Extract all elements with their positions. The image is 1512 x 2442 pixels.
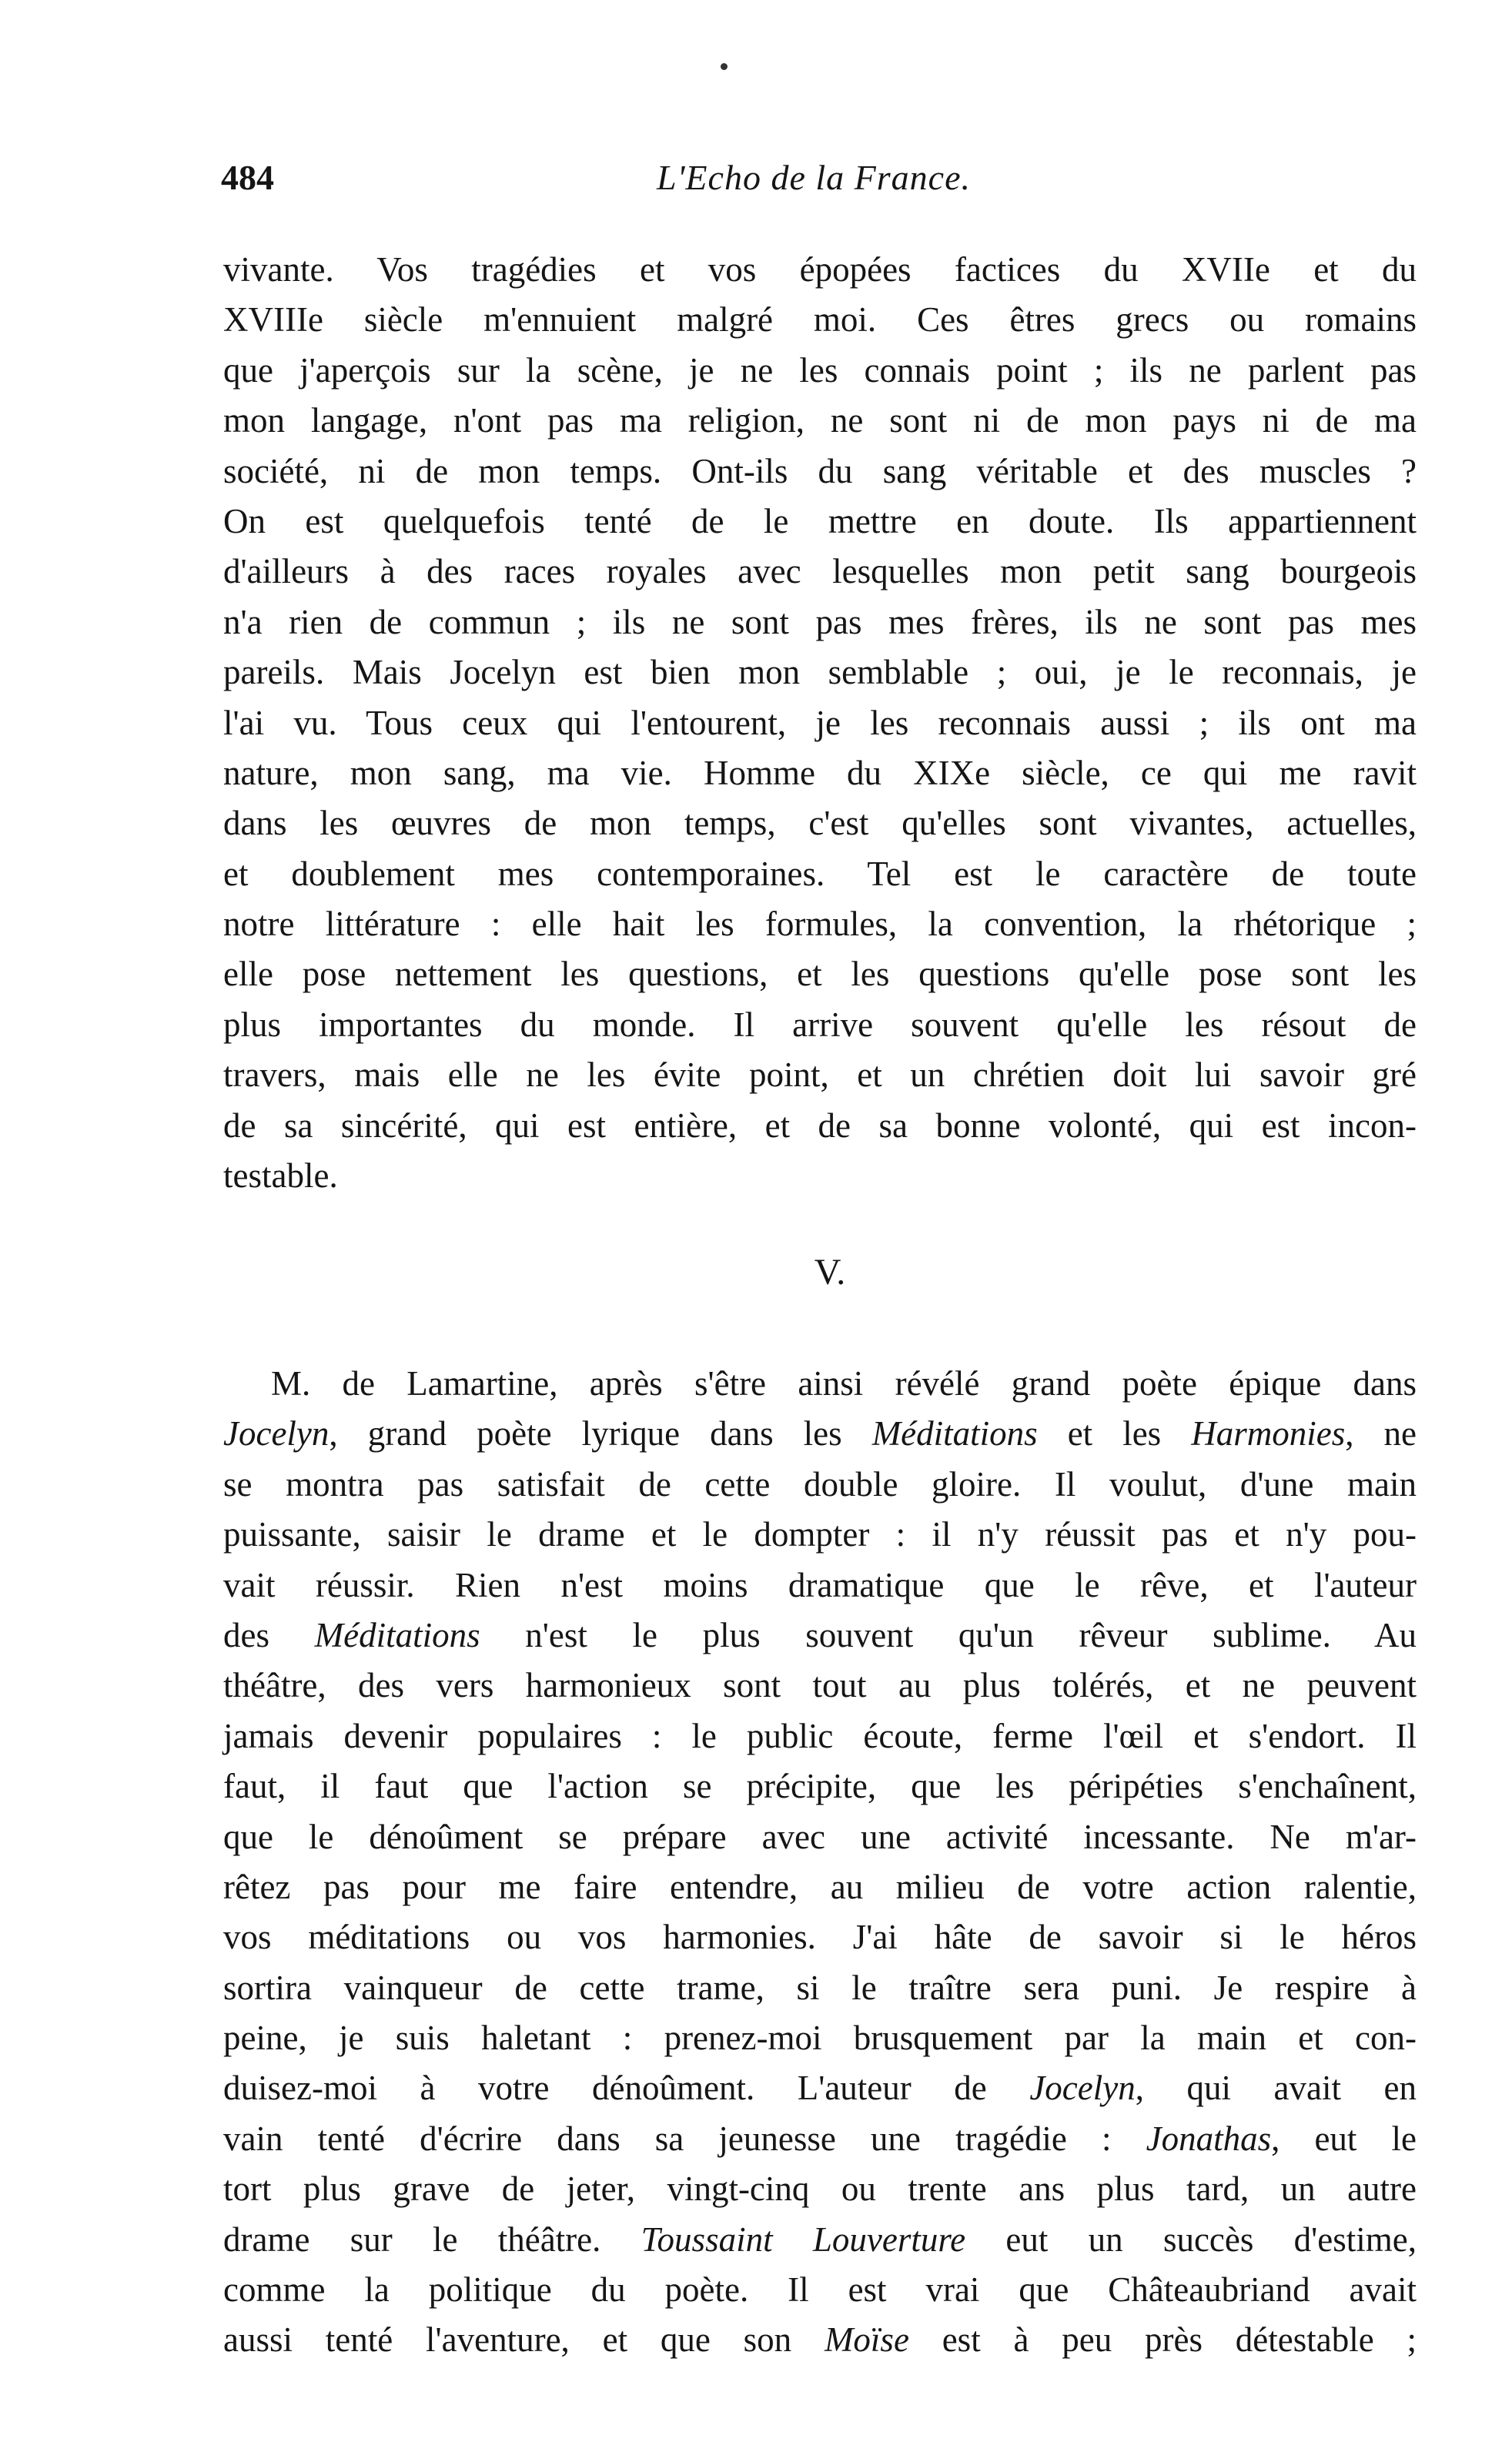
text-line: pareils. Mais Jocelyn est bien mon semblable ; oui, je le reconnais, je [223, 653, 1417, 692]
text-line: que j'aperçois sur la scène, je ne les connais point ; ils ne parlent pas [223, 350, 1417, 390]
text-line: et doublement mes contemporaines. Tel est le caractère de toute [223, 854, 1417, 893]
running-title: L'Echo de la France. [657, 158, 971, 197]
text-line [223, 1812, 1417, 1862]
text-line: n'a rien de commun ; ils ne sont pas mes frères, ils ne sont pas mes [223, 602, 1417, 641]
text-run: tort plus grave de jeter, vingt-cinq ou trente ans plus tard, un autre [223, 2169, 1417, 2209]
italic-title: Méditations [314, 1615, 480, 1654]
italic-title: Toussaint Louverture [641, 2220, 966, 2259]
text-run: vos méditations ou vos harmonies. J'ai hâte de savoir si le héros [223, 1918, 1417, 1957]
text-run: sortira vainqueur de cette trame, si le traître sera puni. Je respire à [223, 1968, 1417, 2007]
page-number: 484 [221, 158, 274, 197]
paragraph-continued [223, 245, 1417, 1201]
text-run: rêtez pas pour me faire entendre, au milieu de votre action ralentie, [223, 1867, 1417, 1906]
text-line [223, 1359, 1417, 1409]
text-line [223, 1862, 1417, 1912]
text-line: dans les œuvres de mon temps, c'est qu'elles sont vivantes, actuelles, [223, 804, 1417, 843]
text-run: , grand poète lyrique dans les [329, 1414, 872, 1453]
text-line: On est quelquefois tenté de le mettre en doute. Ils appartiennent [223, 501, 1417, 540]
text-line [223, 1409, 1417, 1459]
paragraph-section-v [223, 1359, 1417, 2366]
text-run: , ne [1345, 1414, 1417, 1453]
text-run: et les [1037, 1414, 1192, 1453]
text-line [223, 1561, 1417, 1611]
ink-speck [721, 63, 728, 70]
text-line [223, 1611, 1417, 1661]
text-run: que le dénoûment se prépare avec une activité incessante. Ne m'ar- [223, 1817, 1417, 1856]
text-line: travers, mais elle ne les évite point, et un chrétien doit lui savoir gré [223, 1055, 1417, 1095]
text-run: n'est le plus souvent qu'un rêveur sublime. Au [480, 1615, 1417, 1654]
text-run: comme la politique du poète. Il est vrai que Châteaubriand avait [223, 2270, 1417, 2310]
italic-title: Jocelyn [1029, 2069, 1136, 2108]
text-line [223, 2013, 1417, 2063]
text-line: testable. [223, 1156, 338, 1196]
text-line: XVIIIe siècle m'ennuient malgré moi. Ces êtres grecs ou romains [223, 300, 1417, 340]
text-run: , qui avait en [1135, 2069, 1417, 2108]
text-line [223, 1761, 1417, 1811]
text-line [223, 1912, 1417, 1962]
text-run: eut un succès d'estime, [965, 2220, 1417, 2259]
text-run: des [223, 1615, 315, 1654]
text-line: de sa sincérité, qui est entière, et de sa bonne volonté, qui est incon- [223, 1106, 1417, 1145]
italic-title: Jocelyn [223, 1414, 329, 1453]
text-run: faut, il faut que l'action se précipite, que les péripéties s'enchaînent, [223, 1767, 1417, 1806]
text-line [223, 1661, 1417, 1711]
text-line [223, 2114, 1417, 2164]
text-line: plus importantes du monde. Il arrive souvent qu'elle les résout de [223, 1005, 1417, 1044]
text-run: est à peu près détestable ; [908, 2320, 1417, 2360]
text-line: notre littérature : elle hait les formules, la convention, la rhétorique ; [223, 905, 1417, 944]
text-line: l'ai vu. Tous ceux qui l'entourent, je les reconnais aussi ; ils ont ma [223, 703, 1417, 742]
text-line: elle pose nettement les questions, et les questions qu'elle pose sont les [223, 955, 1417, 994]
text-run: vait réussir. Rien n'est moins dramatique que le rêve, et l'auteur [223, 1565, 1417, 1604]
italic-title: Harmonies [1191, 1414, 1346, 1453]
text-line [223, 2164, 1417, 2214]
text-run: drame sur le théâtre. [223, 2220, 641, 2259]
text-run: aussi tenté l'aventure, et que son [223, 2320, 825, 2360]
page-header [221, 151, 1407, 205]
text-run: puissante, saisir le drame et le dompter : il n'y réussit pas et n'y pou- [223, 1515, 1417, 1554]
text-line [223, 2063, 1417, 2113]
text-run: peine, je suis haletant : prenez-moi brusquement par la main et con- [223, 2019, 1417, 2058]
text-run: duisez-moi à votre dénoûment. L'auteur de [223, 2069, 1030, 2108]
text-line: d'ailleurs à des races royales avec lesquelles mon petit sang bourgeois [223, 552, 1417, 591]
text-line [223, 1460, 1417, 1510]
text-line [223, 1963, 1417, 2013]
text-line: vivante. Vos tragédies et vos épopées factices du XVIIe et du [223, 250, 1417, 289]
text-line [223, 1510, 1417, 1560]
section-numeral: V. [814, 1252, 846, 1293]
text-run: se montra pas satisfait de cette double gloire. Il voulut, d'une main [223, 1464, 1417, 1504]
text-line: société, ni de mon temps. Ont-ils du sang véritable et des muscles ? [223, 451, 1417, 490]
text-run: , eut le [1271, 2119, 1417, 2158]
text-run: M. de Lamartine, après s'être ainsi révélé grand poète épique dans [271, 1364, 1417, 1403]
italic-title: Méditations [871, 1414, 1038, 1453]
text-run: jamais devenir populaires : le public écoute, ferme l'œil et s'endort. Il [223, 1716, 1417, 1755]
text-line [223, 1711, 1417, 1761]
italic-title: Jonathas [1146, 2119, 1272, 2158]
text-run: vain tenté d'écrire dans sa jeunesse une tragédie : [223, 2119, 1146, 2158]
text-line [223, 2215, 1417, 2265]
text-line: nature, mon sang, ma vie. Homme du XIXe siècle, ce qui me ravit [223, 753, 1417, 792]
text-line [223, 2265, 1417, 2315]
text-line [223, 2315, 1417, 2365]
italic-title: Moïse [824, 2320, 909, 2360]
text-run: théâtre, des vers harmonieux sont tout au plus tolérés, et ne peuvent [223, 1666, 1417, 1705]
text-line: mon langage, n'ont pas ma religion, ne sont ni de mon pays ni de ma [223, 401, 1417, 440]
